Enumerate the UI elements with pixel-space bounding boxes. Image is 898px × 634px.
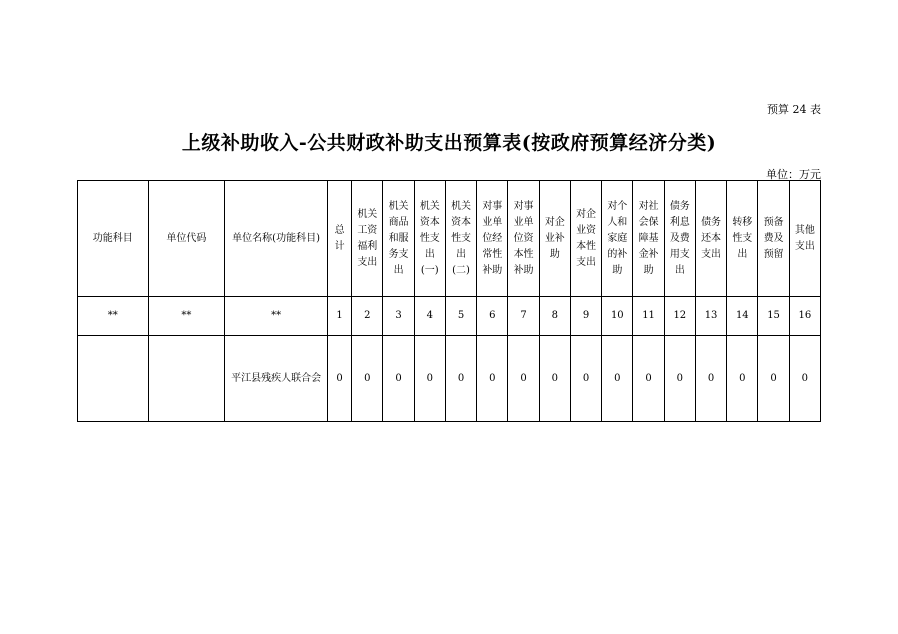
code-cell: 5 [445, 297, 476, 336]
page-title: 上级补助收入-公共财政补助支出预算表(按政府预算经济分类) [181, 132, 717, 154]
code-unit-code: ** [148, 297, 225, 336]
header-func-subject: 功能科目 [78, 181, 149, 297]
header-col: 债务还本支出 [695, 181, 726, 297]
header-col: 对个人和家庭的补助 [602, 181, 633, 297]
table-row [78, 336, 821, 422]
header-unit-code: 单位代码 [148, 181, 225, 297]
code-cell: 11 [633, 297, 664, 336]
data-cell: 0 [508, 336, 539, 422]
header-col: 对企业补助 [539, 181, 570, 297]
data-cell: 0 [539, 336, 570, 422]
data-cell: 0 [664, 336, 695, 422]
header-col: 总计 [328, 181, 352, 297]
code-cell: 6 [477, 297, 508, 336]
data-cell: 0 [633, 336, 664, 422]
code-cell: 4 [414, 297, 445, 336]
header-col: 对事业单位经常性补助 [477, 181, 508, 297]
unit-label: 单位：万元 [766, 168, 821, 181]
header-col: 对企业资本性支出 [570, 181, 601, 297]
data-cell: 0 [328, 336, 352, 422]
table-number: 预算 24 表 [767, 103, 821, 116]
header-col: 机关资本性支出(一) [414, 181, 445, 297]
data-cell: 0 [602, 336, 633, 422]
code-cell: 13 [695, 297, 726, 336]
code-cell: 14 [727, 297, 758, 336]
header-col: 机关工资福利支出 [352, 181, 383, 297]
header-col: 对社会保障基金补助 [633, 181, 664, 297]
header-col: 其他支出 [789, 181, 820, 297]
header-col: 预备费及预留 [758, 181, 789, 297]
code-unit-name: ** [225, 297, 328, 336]
header-col: 机关资本性支出(二) [445, 181, 476, 297]
data-unit-code [148, 336, 225, 422]
data-cell: 0 [789, 336, 820, 422]
data-cell: 0 [727, 336, 758, 422]
code-func-subject: ** [78, 297, 149, 336]
code-cell: 7 [508, 297, 539, 336]
data-cell: 0 [477, 336, 508, 422]
header-unit-name: 单位名称(功能科目) [225, 181, 328, 297]
header-col: 对事业单位资本性补助 [508, 181, 539, 297]
data-cell: 0 [758, 336, 789, 422]
header-row [78, 181, 821, 297]
code-cell: 12 [664, 297, 695, 336]
data-cell: 0 [445, 336, 476, 422]
code-row [78, 297, 821, 336]
data-unit-name: 平江县残疾人联合会 [225, 336, 328, 422]
budget-table [77, 180, 821, 422]
header-col: 机关商品和服务支出 [383, 181, 414, 297]
data-cell: 0 [383, 336, 414, 422]
code-cell: 9 [570, 297, 601, 336]
code-cell: 15 [758, 297, 789, 336]
data-cell: 0 [352, 336, 383, 422]
header-col: 转移性支出 [727, 181, 758, 297]
code-cell: 8 [539, 297, 570, 336]
code-cell: 1 [328, 297, 352, 336]
code-cell: 10 [602, 297, 633, 336]
code-cell: 16 [789, 297, 820, 336]
data-cell: 0 [414, 336, 445, 422]
code-cell: 2 [352, 297, 383, 336]
code-cell: 3 [383, 297, 414, 336]
data-cell: 0 [695, 336, 726, 422]
data-cell: 0 [570, 336, 601, 422]
header-col: 债务利息及费用支出 [664, 181, 695, 297]
data-func-subject [78, 336, 149, 422]
